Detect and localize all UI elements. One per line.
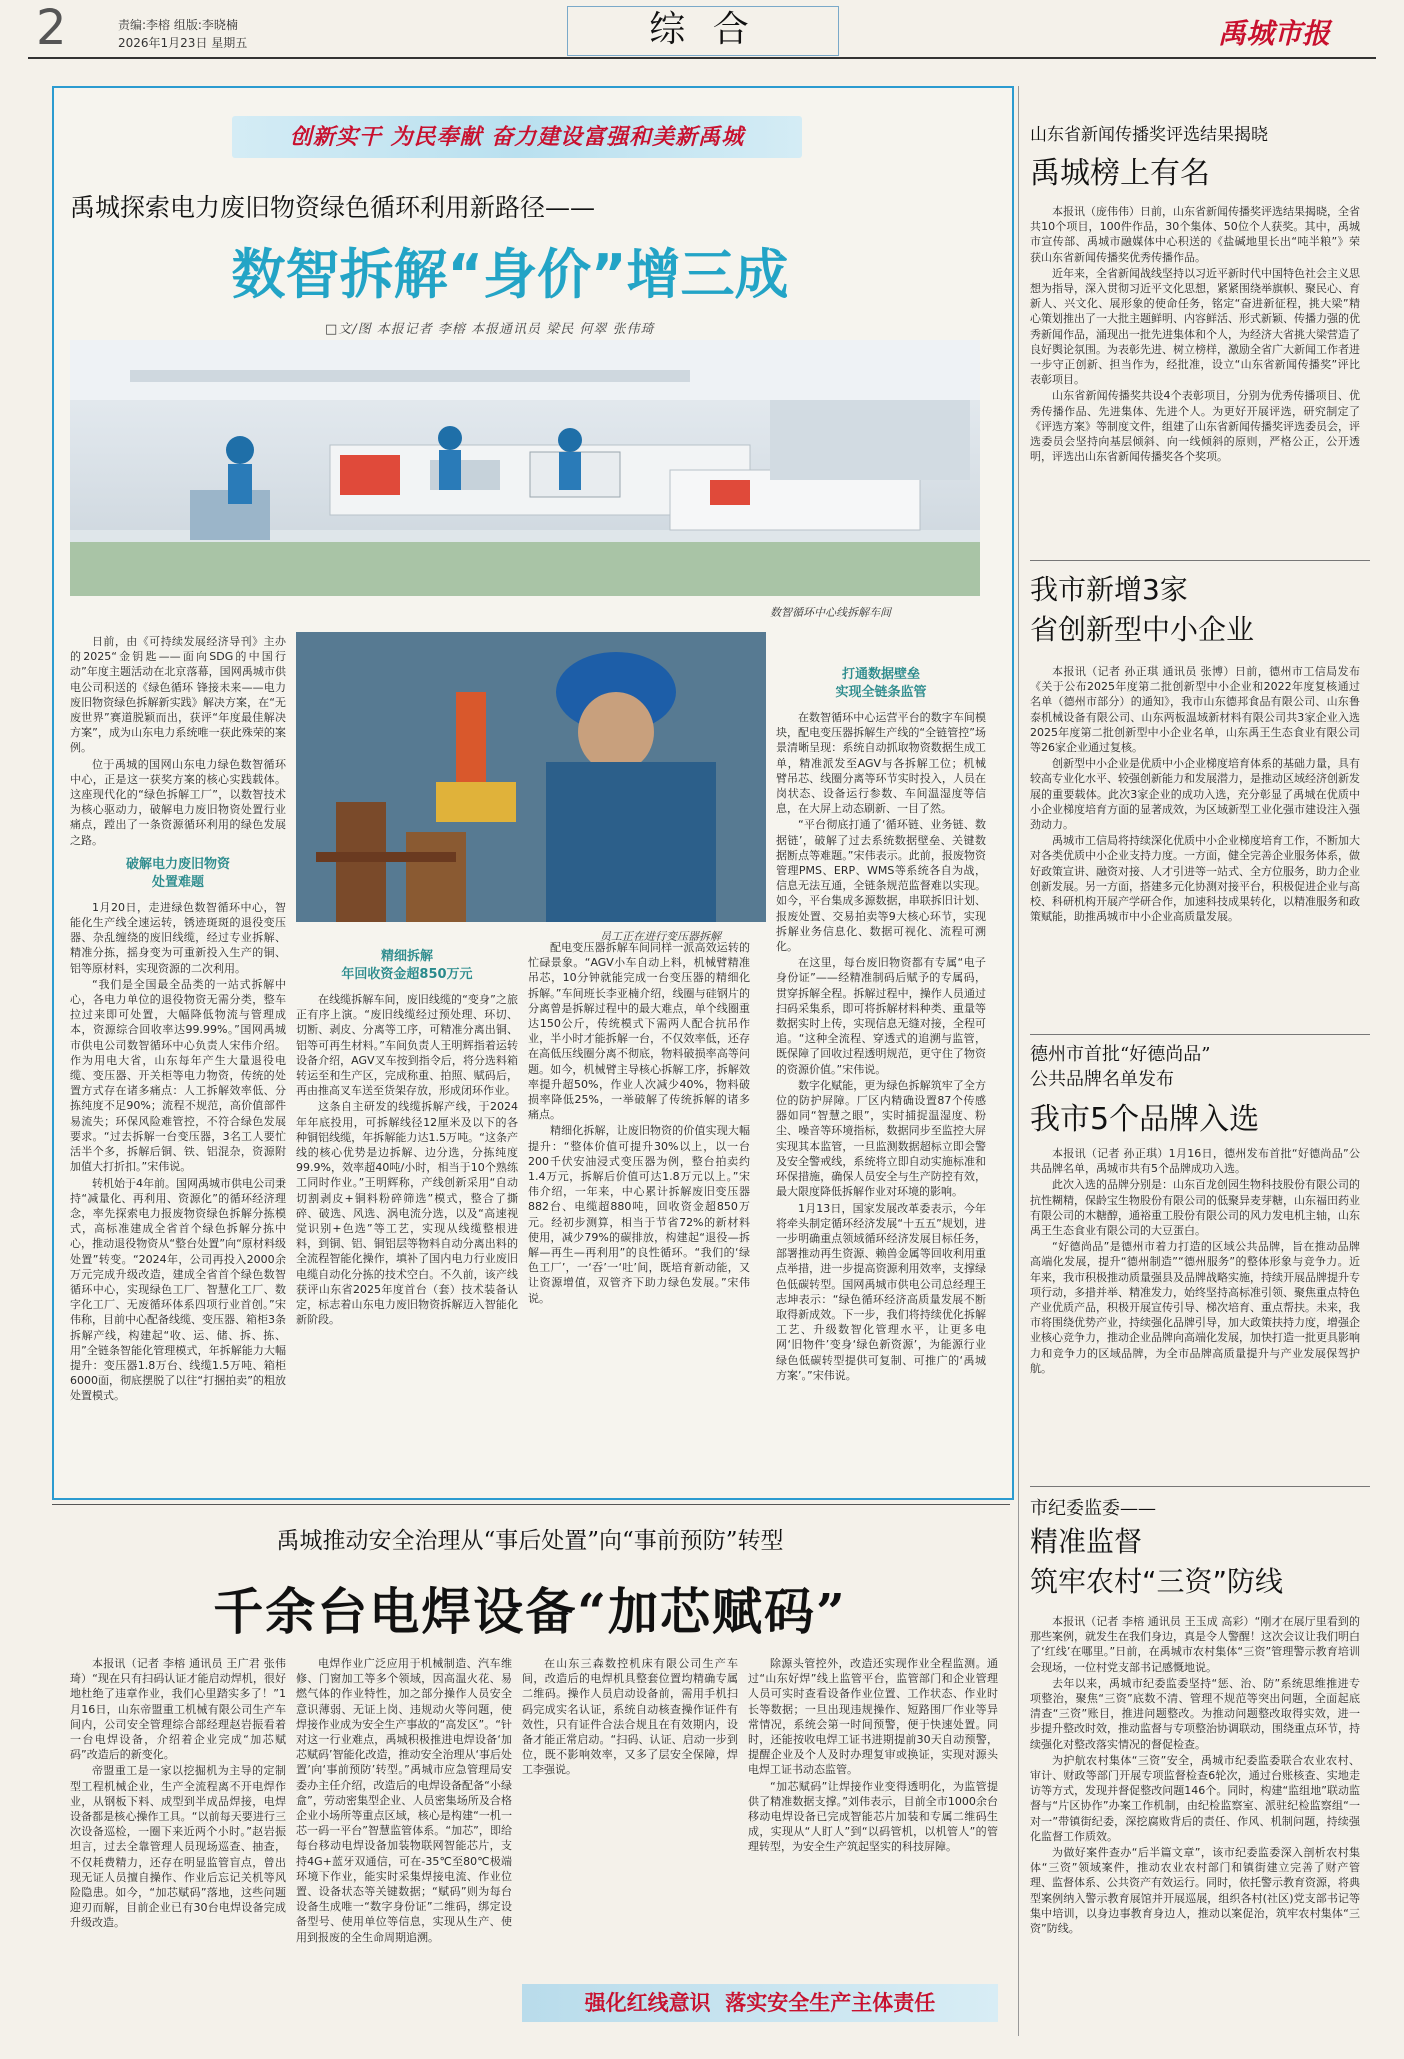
sme-headline: 我市新增3家 省创新型中小企业: [1030, 573, 1255, 646]
bottom-column-1: [70, 1656, 286, 2028]
main-column-1: [70, 634, 286, 1490]
brand-body: [1030, 1146, 1360, 1480]
subhead-3: 打通数据壁垒 实现全链条监管: [835, 667, 927, 700]
discipline-p3: 为护航农村集体“三资”安全，禹城市纪委监委联合农业农村、审计、财政等部门开展专项监督检查6轮次，通过台账核查、实地走访等方式，发现并督促整改问题146个。同时，构建“监组地”联动监督与“片区协作”办案工作机制，由纪检监察室、派驻纪检监察组“一对一”带镇街纪委，深挖腐败背后的责任、作风、机制问题，持续强化监督工作质效。: [1030, 1753, 1360, 1843]
brand-p2: 此次入选的品牌分别是：山东百龙创园生物科技股份有限公司的抗性糊精，保龄宝生物股份有限公司的低聚异麦芽糖，山东福田药业有限公司的木糖醇，通裕重工股份有限公司的风力发电机主轴，山东禹王生态食业有限公司的大豆蛋白。: [1030, 1178, 1360, 1238]
worker-photo-caption: 员工正在进行变压器拆解: [600, 930, 721, 943]
subhead-2: 精细拆解 年回收资金超850万元: [341, 949, 473, 982]
main-headline: 数智拆解“身价”增三成: [231, 243, 789, 306]
main-intro-2: 位于禹城的国网山东电力绿色数智循环中心，正是这一获奖方案的核心实践载体。这座现代化的“绿色拆解工厂”，以数智技术为核心驱动力，破解电力废旧物资处置行业痛点，蹚出了一条资源循环利用的绿色发展之路。: [70, 757, 286, 847]
banner-text: 创新实干 为民奉献 奋力建设富强和美新禹城: [289, 124, 745, 150]
main-intro: 日前，由《可持续发展经济导刊》主办的2025“金钥匙——面向SDG的中国行动”年度主题活动在北京落幕，国网禹城市供电公司积送的《绿色循环 锋接未来——电力废旧物资绿色拆解新实践》解决方案，在“无废世界”赛道脱颖而出，获评“年度最佳解决方案”，成为山东电力系统唯一获此殊荣的案例。: [70, 635, 286, 755]
section3-p4: 数字化赋能，更为绿色拆解筑牢了全方位的防护屏障。厂区内精确设置87个传感器如同“智慧之眼”，实时捕捉温湿度、粉尘、噪音等环境指标，数据同步至监控大屏实现其本监管，一旦监测数据超标立即会警及安全警戒线，系统将立即自动实施标准和环保措施，确保人员安全与生产防控有效，最大限度降低拆解作业对环境的影响。: [776, 1078, 986, 1199]
sme-body: [1030, 664, 1360, 1024]
worker-illustration: [296, 632, 766, 922]
bottom-kicker: 禹城推动安全治理从“事后处置”向“事前预防”转型: [276, 1528, 784, 1554]
right-col-divider: [1018, 86, 1019, 2036]
section-rule-3: [1030, 1486, 1370, 1487]
section3-p1: 在数智循环中心运营平台的数字车间模块，配电变压器拆解生产线的“全链管控”场景清晰呈现：系统自动抓取物资数据生成工单，精准派发至AGV与各拆解工位；机械臂吊芯、线圈分离等环节实时投入，人员在岗状态、设备运行参数、车间温湿度等信息，在大屏上动态刷新、一目了然。: [776, 711, 986, 816]
discipline-kicker: 市纪委监委——: [1030, 1498, 1156, 1519]
news-award-kicker: 山东省新闻传播奖评选结果揭晓: [1030, 125, 1268, 145]
section1-p3: 转机始于4年前。国网禹城市供电公司秉持“减量化、再利用、资源化”的循环经济理念，率先探索电力报废物资绿色拆解分拣模式，高标准建成全省首个绿色拆解分拣中心，推动退役物资从“整台处置”向“原材料级处置”转变。“2024年，公司再投入2000余万元完成升级改造，建成全省首个绿色数智循环中心，实现绿色工厂、智慧化工厂、数字化工厂、无废循环体系四项行业首创。”宋伟称，目前中心配备线缆、变压器、箱柜3条拆解产线，构建起“收、运、储、拆、拣、用”全链条智能化管理模式，年拆解能力大幅提升：变压器1.8万台、线缆1.5万吨、箱柜6000面，彻底摆脱了以往“打捆拍卖”的粗放处置模式。: [70, 1176, 286, 1403]
bottom-column-3: [522, 1656, 738, 2028]
sme-p2: 创新型中小企业是优质中小企业梯度培育体系的基础力量，具有较高专业化水平、较强创新能力和发展潜力，是推动区域经济创新发展的重要载体。此次3家企业的成功入选，充分彰显了禹城在优质中小企业梯度培育方面的显著成效，为区域新型工业化强市建设注入强劲动力。: [1030, 757, 1360, 832]
news-award-headline: 禹城榜上有名: [1030, 156, 1210, 191]
header-rule: [28, 57, 1376, 59]
banner: [232, 116, 802, 158]
bottom-p4: 在山东三森数控机床有限公司生产车间，改造后的电焊机具整套位置均精确专属二维码。操作人员启动设备前，需用手机扫码完成实名认证，系统自动核查操作证件有效性，只有证件合法合规且在有效期内，设备才能正常启动。“扫码、认证、启动一步到位，既不影响效率，又多了层安全保障，焊工李强说。: [522, 1657, 738, 1777]
discipline-body: [1030, 1614, 1360, 2034]
news-award-body: [1030, 204, 1360, 554]
discipline-p2: 去年以来，禹城市纪委监委坚持“惩、治、防”系统思维推进专项整治，聚焦“三资”底数不清、管理不规范等突出问题，全面起底清查“三资”账目，推进问题整改。为推动问题整改取得实效，进一步提升整改时效，推动监督与专项整治协调联动，围绕重点环节，持续强化对整改落实情况的督促检查。: [1030, 1676, 1360, 1751]
brand-headline: 我市5个品牌入选: [1030, 1102, 1260, 1137]
section-rule-2: [1030, 1034, 1370, 1035]
sme-p1: 本报讯（记者 孙正琪 通讯员 张博）日前，德州市工信局发布《关于公布2025年度第二批创新型中小企业和2022年度复核通过名单（德州市部分）的通知》，我市山东德邦食品有限公司、山东鲁泰机械设备有限公司、山东两板温域新材料有限公司共3家企业入选2025年度第二批创新型中小企业名单，山东禹王生态食业有限公司等26家企业通过复核。: [1030, 665, 1360, 755]
section3-p3: 在这里，每台废旧物资都有专属“电子身份证”——经精准制码后赋予的专属码，贯穿拆解全程。拆解过程中，操作人员通过扫码采集系，即可将拆解材料种类、重量等数据实时上传，实现信息无缝对接，全程可追。“这种全流程、穿透式的追溯与监管，既保障了回收过程透明规范，更守住了物资的资源价值。”宋伟说。: [776, 956, 986, 1076]
main-byline: □文/图 本报记者 李榕 本报通讯员 梁民 何翠 张伟琦: [325, 322, 655, 337]
bottom-column-4: [748, 1656, 998, 1968]
section-box: [567, 6, 839, 56]
section2-p4: 精细化拆解，让废旧物资的价值实现大幅提升：“整体价值可提升30%以上，以一台200千伏安油浸式变压器为例，整台拍卖约1.4万元，拆解后价值可达1.8万元以上。”宋伟介绍，一年来，中心累计拆解废旧变压器882台、电缆超880吨，回收资金超850万元。经初步测算，相当于节省72%的新材料使用，减少79%的碳排放，构建起“退役—拆解—再生—再利用”的良性循环。“我们的‘绿色工厂’，一‘吞’一‘吐’间，既培育新动能，又让资源增值，双管齐下助力绿色发展。”宋伟说。: [528, 1124, 750, 1305]
bottom-p5: 除源头管控外，改造还实现作业全程监测。通过“山东好焊”线上监管平台，监管部门和企业管理人员可实时查看设备作业位置、工作状态、作业时长等数据；一旦出现违规操作、短路围厂作业等异常情况，系统会第一时间预警，便于快速处置。同时，还能按收电焊工证书进期提前30天自动预警，提醒企业及个人及时办理复审或换证，实现对源头电焊工证书动态监管。: [748, 1657, 998, 1777]
section2-p3: 配电变压器拆解车间同样一派高效运转的忙碌景象。“AGV小车自动上料，机械臂精准吊芯，10分钟就能完成一台变压器的精细化拆解。”车间班长李亚楠介绍，线圈与硅钢片的分离曾是拆解过程中的最大难点，单个线圈重达150公斤，传统模式下需两人配合抗吊作业，半小时才能拆解一台，不仅效率低，还存在高低压线圈分离不彻底，物料破损率高等问题。如今，机械臂主导核心拆解工序，拆解效率提升超50%，作业人次减少40%，物料破损率降低25%，一举破解了传统拆解的诸多痛点。: [528, 941, 750, 1122]
factory-photo: [70, 340, 980, 596]
bottom-story-rule: [52, 1504, 1010, 1505]
factory-illustration: [70, 340, 980, 596]
section2-p1: 在线缆拆解车间，废旧线缆的“变身”之旅正有序上演。“废旧线缆经过预处理、环切、切断、剥皮、分离等工序，可精准分离出铜、铝等可再生材料。”车间负责人王明辉指着运转设备介绍，AGV叉车按到指令后，将分选料箱转运至和生产区，完成称重、拍照、赋码后，再由推高叉车送至货架存放，形成闭环作业。: [296, 993, 518, 1098]
main-column-4: [776, 666, 986, 1490]
page-number: 2: [36, 0, 67, 56]
sme-p3: 禹城市工信局将持续深化优质中小企业梯度培育工作，不断加大对各类优质中小企业支持力度。一方面，健全完善企业服务体系，做好政策宣讲、融资对接、人才引进等一站式、全方位服务，助力企业创新发展。另一方面，搭建多元化协测对接平台，积极促进企业与高校、科研机构开展产学研合作，加速科技成果转化，以精准服务和政策赋能，助推禹城市中小企业高质量发展。: [1030, 834, 1360, 924]
main-kicker: 禹城探索电力废旧物资绿色循环利用新路径——: [70, 193, 596, 222]
section3-p5: 1月13日，国家发展改革委表示，今年将牵头制定循环经济发展“十五五”规划，进一步明确重点领域循环经济发展目标任务，部署推动再生资源、赖兽金属等回收利用重点举措，进一步提高资源利用效率，支撑绿色低碳转型。国网禹城市供电公司总经理王志坤表示：“绿色循环经济高质量发展不断取得新成效。下一步，我们将持续优化拆解工艺、升级数智化管理水平，让更多电网‘旧物件’变身‘绿色新资源’，为能源行业绿色低碳转型提供可复制、可推广的‘禹城方案’。”宋伟说。: [776, 1201, 986, 1382]
section1-p2: “我们是全国最全品类的一站式拆解中心，各电力单位的退役物资无需分类，整车拉过来即可处置，大幅降低物流与管理成本，资源综合回收率达99.99%。”国网禹城市供电公司数智循环中心负责人宋伟介绍。作为用电大省，山东每年产生大量退役电缆、变压器、开关柜等电力物资，传统的处置方式存在诸多痛点：人工拆解效率低、分拣纯度不足90%；流程不规范，高价值部件易流失；环保风险难管控，不符合绿色发展要求。“过去拆解一台变压器，3名工人要忙活半个多，拆解后铜、铁、铝混杂，资源附加值大打折扣。”宋伟说。: [70, 977, 286, 1174]
section2-p2: 这条自主研发的线缆拆解产线，于2024年年底投用，可拆解线径12厘米及以下的各种铜铝线缆，年拆解能力达1.5万吨。“这条产线的核心优势是边拆解、边分选，分拣纯度99.9%，效率超40吨/小时，相当于10个熟练工同时作业。”王明辉称，产线创新采用“自动切割剥皮+铜料粉碎筛选”模式，整合了撕碎、破选、风选、涡电流分选，以及“高速视觉识别+色选”等工艺，实现从线缆整根进料，到铜、铝、铜铝层等物料自动分离出料的全流程智能化操作，填补了国内电力行业废旧电缆自动化分拣的技术空白。不久前，该产线获评山东省2025年度首台（套）技术装备认定，标志着山东电力废旧物资拆解迈入智能化新阶段。: [296, 1100, 518, 1327]
bottom-p1: 本报讯（记者 李榕 通讯员 王广君 张伟琦）“现在只有扫码认证才能启动焊机，很好地杜绝了违章作业，我们心里踏实多了！”1月16日，山东帝盟重工机械有限公司生产车间内，公司安全管理综合部经理赵岩振看着一台电焊设备，介绍着企业完成“加芯赋码”改造后的新变化。: [70, 1657, 286, 1762]
bottom-p3: 电焊作业广泛应用于机械制造、汽车维修、门窗加工等多个领域，因高温火花、易燃气体的作业特性，加之部分操作人员安全意识薄弱、无证上岗、违规动火等问题，使焊接作业成为安全生产事故的“高发区”。“针对这一行业难点，禹城积极推进电焊设备‘加芯赋码’智能化改造，推动安全治理从‘事后处置’向‘事前预防’转型。”禹城市应急管理局安委办主任介绍，改造后的电焊设备配备“小绿盒”，劳动密集型企业、人员密集场所及合格企业小场所等重点区域，核心是构建“一机一芯一码一平台”智慧监管体系。“加芯”，即给每台移动电焊设备加装物联网智能芯片，支持4G+蓝牙双通信，可在-35℃至80℃极端环境下作业，能实时采集焊接电流、作业位置、设备状态等关键数据；“赋码”则为每台设备生成唯一“数字身份证”二维码，绑定设备型号、使用单位等信息，实现从生产、使用到报废的全生命周期追溯。: [296, 1657, 512, 1944]
factory-photo-caption: 数智循环中心线拆解车间: [770, 606, 891, 619]
issue-date: 2026年1月23日 星期五: [118, 36, 248, 50]
bottom-headline: 千余台电焊设备“加芯赋码”: [213, 1582, 847, 1641]
safety-slogan-banner: [522, 1984, 998, 2022]
section1-p1: 1月20日，走进绿色数智循环中心，智能化生产线全速运转，锈迹斑斑的退役变压器、杂乱缠绕的废旧线缆，经过专业拆解、精准分拣，摇身变为可重新投入生产的铜、铝等原材料，实现资源的二次利用。: [70, 900, 286, 975]
discipline-headline: 精准监督 筑牢农村“三资”防线: [1030, 1525, 1284, 1598]
discipline-p1: 本报讯（记者 李榕 通讯员 王玉成 高彩）“刚才在展厅里看到的那些案例，就发生在我们身边，真是令人警醒！这次会议让我们明白了‘红线’在哪里。”日前，在禹城市农村集体“三资”管理警示教育培训会现场，一位村党支部书记感慨地说。: [1030, 1615, 1360, 1674]
brand-p3: “好德尚品”是德州市着力打造的区域公共品牌，旨在推动品牌高端化发展，提升“德州制造”“德州服务”的整体形象与竞争力。近年来，我市积极推动质量强县及品牌战略实施，持续开展品牌提升专项行动，多措并举、精准发力，始终坚持高标准引领、聚焦重点特色产业优质产品，积极开展宣传引导、梯次培育、重点帮扶。未来，我市将围绕优势产业，持续强化品牌引导，加大政策扶持力度，增强企业核心竞争力，推动企业品牌向高端化发展，加快打造一批更具影响力和竞争力的区域品牌，为全市品牌高质量提升与产业发展保驾护航。: [1030, 1240, 1360, 1375]
bottom-p2: 帝盟重工是一家以挖掘机为主导的定制型工程机械企业，生产全流程离不开电焊作业，从钢板下料、成型到半成品焊接，电焊设备都是核心操作工具。“以前每天要进行三次设备巡检，一圈下来近两个小时。”赵岩振坦言，过去全靠管理人员现场巡查、抽查，不仅耗费精力，还存在明显监管盲点，曾出现无证人员擅自操作、作业后忘记关机等风险隐患。如今，“加芯赋码”落地，这些问题迎刃而解，目前企业已有30台电焊设备完成升级改造。: [70, 1764, 286, 1930]
news-award-p3: 山东省新闻传播奖共设4个表彰项目，分别为优秀传播项目、优秀传播作品、先进集体、先进个人。为更好开展评选，研究制定了《评选方案》等制度文件，组建了山东省新闻传播奖评选委员会，评选委员会坚持向基层倾斜、向一线倾斜的原则，严格公正，公开透明，评选出山东省新闻传播奖各个奖项。: [1030, 389, 1360, 464]
masthead-logo: 禹城市报: [1218, 17, 1331, 50]
main-column-2: [296, 940, 518, 1490]
brand-kicker: 德州市首批“好德尚品” 公共品牌名单发布: [1030, 1044, 1211, 1090]
section-title: 综 合: [649, 9, 757, 50]
safety-slogan: 强化红线意识 落实安全生产主体责任: [584, 1991, 936, 2015]
section-rule-1: [1030, 560, 1370, 561]
bottom-p6: “加芯赋码”让焊接作业变得透明化，为监管提供了精准数据支撑。”刘伟表示，目前全市1000余台移动电焊设备已完成智能芯片加装和专属二维码生成，实现从“人盯人”到“以码管机，以机管人”的管理转型，为安全生产筑起坚实的科技屏障。: [748, 1779, 998, 1854]
section3-p2: “平台彻底打通了‘循环链、业务链、数据链’，破解了过去系统数据壁垒、关键数据断点等难题。”宋伟表示。此前，报废物资管理PMS、ERP、WMS等系统各自为战，信息无法互通，全链条规范监督难以实现。如今，平台集成多源数据，串联拆旧计划、报废处置、交易拍卖等9大核心环节，实现拆解业务信息化、数据可视化、流程可溯化。: [776, 818, 986, 954]
page-header: [0, 0, 1404, 58]
editors-line: 责编:李榕 组版:李晓楠: [118, 18, 238, 32]
main-column-3: [528, 940, 750, 1490]
worker-photo: [296, 632, 766, 922]
brand-p1: 本报讯（记者 孙正琪）1月16日，德州发布首批“好德尚品”公共品牌名单，禹城市共有5个品牌成功入选。: [1030, 1147, 1360, 1176]
bottom-column-2: [296, 1656, 512, 2028]
discipline-p4: 为做好案件查办“后半篇文章”，该市纪委监委深入剖析农村集体“三资”领域案件，推动农业农村部门和镇街建立完善了财产管理、监督体系、公共资产有效运行。同时，依托警示教育资源，将典型案例纳入警示教育展馆并开展巡展，组织各村(社区)党支部书记等集中培训，以身边事教育身边人，推动以案促治，筑牢农村集体“三资”防线。: [1030, 1846, 1360, 1936]
news-award-p2: 近年来，全省新闻战线坚持以习近平新时代中国特色社会主义思想为指导，深入贯彻习近平文化思想，紧紧围绕举旗帜、聚民心、育新人、兴文化、展形象的使命任务，铭定“奋进新征程，挑大梁”精心策划推出了一大批主题鲜明、内容鲜活、形式新颖、传播力强的优秀新闻作品，涌现出一批先进集体和个人，为经济大省挑大梁营造了良好舆论氛围。为表彰先进、树立榜样，激励全省广大新闻工作者进一步守正创新、担当作为，经批准，设立“山东省新闻传播奖”评比表彰项目。: [1030, 266, 1360, 387]
subhead-1: 破解电力废旧物资 处置难题: [125, 856, 230, 890]
news-award-p1: 本报讯（庞伟伟）日前，山东省新闻传播奖评选结果揭晓，全省共10个项目，100件作品，30个集体、50位个人获奖。其中，禹城市宣传部、禹城市融媒体中心积送的《盐碱地里长出“吨半粮”》荣获山东省新闻传播奖优秀传播作品。: [1030, 205, 1360, 264]
